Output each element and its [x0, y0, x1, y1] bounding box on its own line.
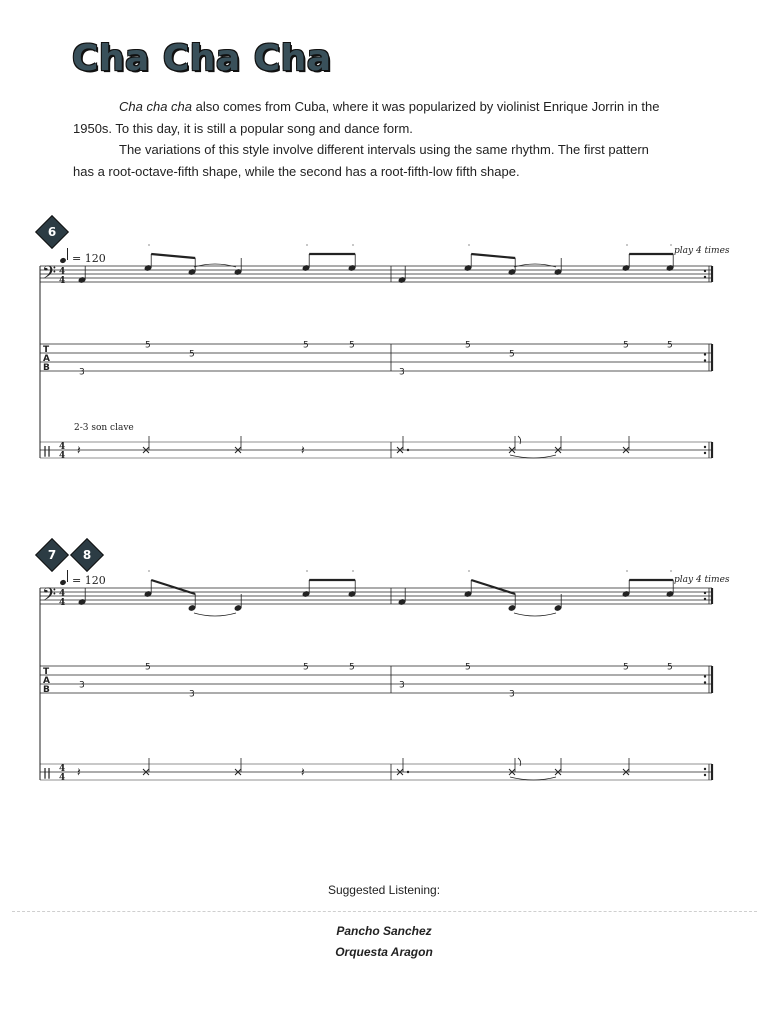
intro-paragraph-2: The variations of this style involve different intervals using the same rhythm. The first pattern has a root-octave-fifth shape, while the second has a root-fifth-low fifth shape.	[73, 142, 649, 179]
style-name: Cha cha cha	[119, 99, 192, 114]
example-badge-7	[35, 538, 69, 572]
example-badge-8	[70, 538, 104, 572]
tab-letter: A	[43, 676, 50, 686]
accent-mark: ˙	[146, 570, 152, 581]
bass-clef: 𝄢	[42, 263, 57, 288]
accent-mark: ˙	[304, 244, 310, 255]
artist-1: Pancho Sanchez	[336, 924, 432, 938]
repeat-dot	[704, 598, 706, 600]
tab-number: 5	[667, 340, 673, 351]
bass-clef: 𝄢	[42, 585, 57, 610]
time-sig-top: 4	[59, 589, 66, 599]
tie	[514, 613, 556, 616]
example-number: 7	[47, 548, 57, 562]
dot	[407, 449, 409, 451]
repeat-dot	[704, 359, 706, 361]
tab-number: 3	[189, 689, 195, 700]
tab-number: 5	[145, 340, 151, 351]
tab-number: 5	[465, 340, 471, 351]
accent-mark: ˙	[624, 244, 630, 255]
flag	[518, 436, 521, 444]
beam	[151, 254, 195, 258]
time-sig-bottom: 4	[59, 276, 66, 286]
time-sig-bottom: 4	[59, 451, 66, 461]
dot	[407, 771, 409, 773]
tab-number: 5	[303, 662, 309, 673]
tab-number: 5	[145, 662, 151, 673]
repeat-dot	[704, 768, 706, 770]
tab-number: 5	[303, 340, 309, 351]
time-sig-top: 4	[59, 442, 66, 452]
accent-mark: ˙	[668, 244, 674, 255]
example-number: 6	[47, 225, 57, 239]
tab-number: 5	[667, 662, 673, 673]
repeat-instruction: play 4 times	[674, 575, 730, 585]
accent-mark: ˙	[668, 570, 674, 581]
tie	[194, 613, 236, 616]
percussion-clef: ||	[43, 766, 52, 779]
tab-number: 3	[399, 367, 405, 378]
repeat-dot	[704, 592, 706, 594]
tab-number: 5	[509, 349, 515, 360]
intro-paragraph-1-text: also comes from Cuba, where it was popularized by violinist Enrique Jorrin in the 1950s. To this day, it is still a popular song and dance form.	[73, 99, 660, 136]
tab-number: 3	[399, 680, 405, 691]
clave-label: 2-3 son clave	[74, 423, 134, 433]
tab-number: 5	[623, 662, 629, 673]
accent-mark: ˙	[466, 570, 472, 581]
tie	[194, 264, 236, 267]
repeat-dot	[704, 276, 706, 278]
repeat-dot	[704, 681, 706, 683]
accent-mark: ˙	[146, 244, 152, 255]
accent-mark: ˙	[350, 570, 356, 581]
accent-mark: ˙	[304, 570, 310, 581]
tie	[514, 264, 556, 267]
tempo-value: = 120	[72, 574, 106, 587]
tab-number: 3	[79, 680, 85, 691]
flag	[518, 758, 521, 766]
accent-mark: ˙	[350, 244, 356, 255]
intro-text	[73, 96, 673, 182]
tab-number: 3	[509, 689, 515, 700]
time-sig-top: 4	[59, 764, 66, 774]
repeat-dot	[704, 675, 706, 677]
tab-letter: B	[43, 363, 50, 373]
example-number: 8	[82, 548, 92, 562]
repeat-dot	[704, 452, 706, 454]
repeat-dot	[704, 446, 706, 448]
tab-number: 5	[465, 662, 471, 673]
time-sig-bottom: 4	[59, 773, 66, 783]
quarter-rest: 𝄽	[301, 765, 305, 779]
accent-mark: ˙	[624, 570, 630, 581]
page-title: Cha Cha Cha	[72, 38, 332, 79]
quarter-rest: 𝄽	[77, 765, 81, 779]
intro-paragraph-1	[73, 96, 673, 139]
tab-number: 5	[349, 662, 355, 673]
tab-letter: A	[43, 354, 50, 364]
repeat-dot	[704, 353, 706, 355]
divider	[12, 911, 757, 912]
tab-letter: T	[43, 345, 50, 355]
quarter-rest: 𝄽	[77, 443, 81, 457]
tab-letter: T	[43, 667, 50, 677]
tab-number: 5	[189, 349, 195, 360]
tab-letter: B	[43, 685, 50, 695]
beam	[471, 254, 515, 258]
percussion-clef: ||	[43, 444, 52, 457]
time-sig-bottom: 4	[59, 598, 66, 608]
quarter-rest: 𝄽	[301, 443, 305, 457]
example-badge-6	[35, 215, 69, 249]
suggested-listening-heading: Suggested Listening:	[327, 883, 441, 897]
tempo-value: = 120	[72, 252, 106, 265]
repeat-instruction: play 4 times	[674, 246, 730, 256]
tie	[510, 455, 556, 458]
repeat-dot	[704, 774, 706, 776]
tab-number: 5	[623, 340, 629, 351]
tab-number: 5	[349, 340, 355, 351]
accent-mark: ˙	[466, 244, 472, 255]
repeat-dot	[704, 270, 706, 272]
time-sig-top: 4	[59, 267, 66, 277]
tie	[510, 777, 556, 780]
artist-2: Orquesta Aragon	[335, 945, 433, 959]
tab-number: 3	[79, 367, 85, 378]
